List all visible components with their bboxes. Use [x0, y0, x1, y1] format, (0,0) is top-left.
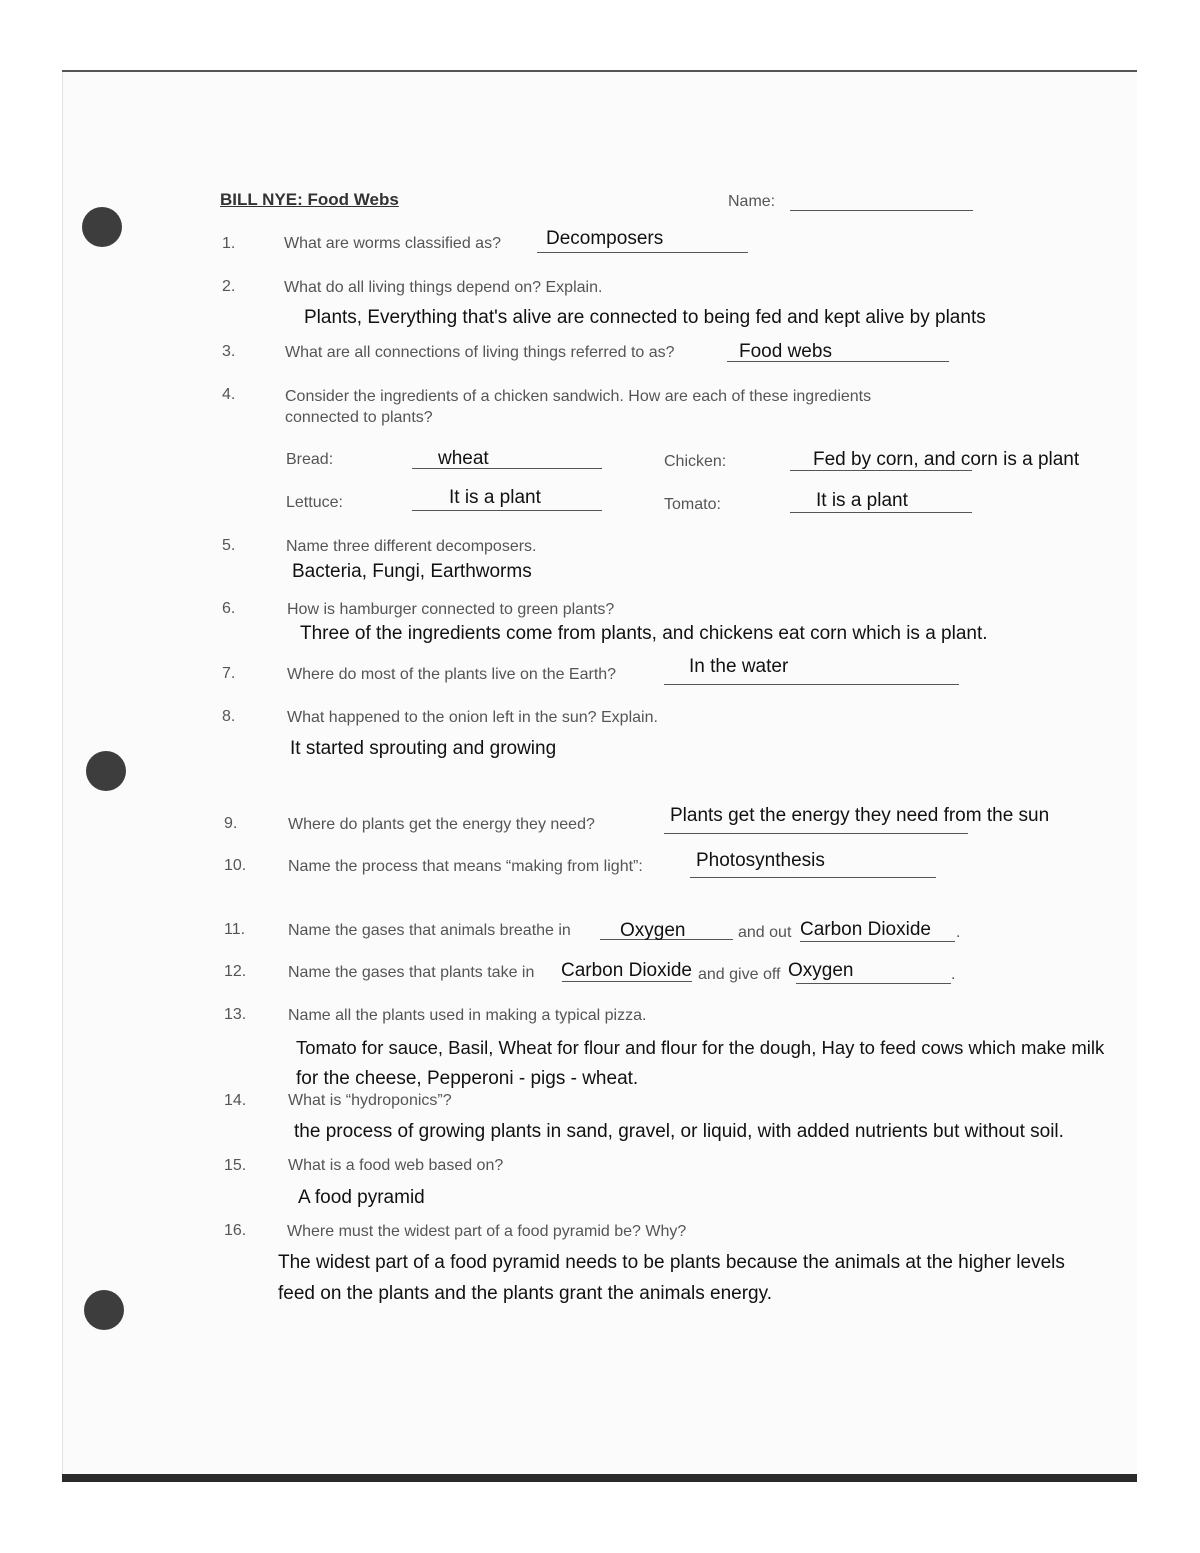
answer-text: In the water — [689, 656, 789, 677]
answer-text: Oxygen — [620, 920, 686, 941]
question-number: 7. — [222, 665, 236, 682]
chicken-answer: Fed by corn, and corn is a plant — [813, 449, 1080, 470]
question-text: Where do plants get the energy they need? — [288, 816, 595, 833]
punch-hole-top — [82, 207, 122, 247]
question-number: 15. — [224, 1157, 247, 1174]
question-text: How is hamburger connected to green plants? — [287, 601, 615, 618]
answer-line — [796, 983, 951, 984]
lettuce-label: Lettuce: — [286, 494, 343, 511]
question-text: What are all connections of living things referred to as? — [285, 344, 675, 361]
question-number: 12. — [224, 963, 247, 980]
question-number: 2. — [222, 278, 236, 295]
question-number: 11. — [224, 921, 246, 938]
answer-text: Photosynthesis — [696, 850, 825, 871]
question-number: 5. — [222, 537, 236, 554]
answer-text: Decomposers — [546, 228, 664, 249]
question-text: Name three different decomposers. — [286, 538, 537, 555]
answer-text: Three of the ingredients come from plants, and chickens eat corn which is a plant. — [300, 623, 988, 644]
name-label: Name: — [728, 193, 776, 210]
question-text: What happened to the onion left in the sun? Explain. — [287, 709, 658, 726]
answer-text-continued: feed on the plants and the plants grant the animals energy. — [278, 1283, 772, 1304]
question-number: 1. — [222, 235, 236, 252]
question-text: and give off — [698, 966, 781, 983]
question-number: 14. — [224, 1092, 247, 1109]
question-text: What is “hydroponics”? — [288, 1092, 452, 1109]
answer-text: Oxygen — [788, 960, 854, 981]
chicken-label: Chicken: — [664, 453, 727, 470]
answer-text: Carbon Dioxide — [561, 960, 692, 981]
bottom-edge-line — [62, 1474, 1137, 1482]
question-text: Name the gases that plants take in — [288, 964, 535, 981]
answer-line — [664, 833, 968, 834]
answer-text: Food webs — [739, 341, 832, 362]
question-number: 3. — [222, 343, 236, 360]
top-edge-line — [62, 70, 1137, 72]
answer-line — [537, 252, 748, 253]
question-number: 13. — [224, 1006, 247, 1023]
question-text: Name the gases that animals breathe in — [288, 922, 571, 939]
question-number: 4. — [222, 386, 236, 403]
answer-text: Carbon Dioxide — [800, 919, 931, 940]
question-text: What is a food web based on? — [288, 1157, 504, 1174]
answer-text: Plants, Everything that's alive are connected to being fed and kept alive by plants — [304, 307, 986, 328]
answer-line — [800, 941, 955, 942]
punch-hole-middle — [86, 751, 126, 791]
question-text: Name the process that means “making from light”: — [288, 858, 643, 875]
name-field-line[interactable] — [790, 210, 973, 211]
question-text: What do all living things depend on? Explain. — [284, 279, 603, 296]
question-number: 6. — [222, 600, 236, 617]
question-text: Consider the ingredients of a chicken sandwich. How are each of these ingredients — [285, 388, 872, 405]
answer-line — [690, 877, 936, 878]
question-text: Where must the widest part of a food pyramid be? Why? — [287, 1223, 687, 1240]
question-number: 10. — [224, 857, 247, 874]
sentence-end: . — [951, 966, 956, 983]
worksheet-title: BILL NYE: Food Webs — [220, 190, 399, 209]
answer-text: It started sprouting and growing — [290, 738, 557, 759]
question-text: and out — [738, 924, 792, 941]
tomato-label: Tomato: — [664, 496, 721, 513]
question-number: 16. — [224, 1222, 247, 1239]
question-text-continued: connected to plants? — [285, 409, 433, 426]
lettuce-answer: It is a plant — [449, 487, 541, 508]
answer-text: Plants get the energy they need from the sun — [670, 805, 1050, 826]
answer-text: A food pyramid — [298, 1187, 425, 1208]
bread-label: Bread: — [286, 451, 334, 468]
punch-hole-bottom — [84, 1290, 124, 1330]
bread-answer: wheat — [438, 448, 489, 469]
answer-line — [790, 512, 972, 513]
question-text: Name all the plants used in making a typical pizza. — [288, 1007, 647, 1024]
sentence-end: . — [956, 924, 961, 941]
question-number: 8. — [222, 708, 236, 725]
question-number: 9. — [224, 815, 238, 832]
answer-text: The widest part of a food pyramid needs to be plants because the animals at the higher levels — [278, 1252, 1065, 1273]
answer-text-continued: for the cheese, Pepperoni - pigs - wheat. — [296, 1068, 639, 1089]
question-text: What are worms classified as? — [284, 235, 501, 252]
answer-text: Tomato for sauce, Basil, Wheat for flour and flour for the dough, Hay to feed cows which make milk — [296, 1037, 1105, 1058]
answer-text: the process of growing plants in sand, gravel, or liquid, with added nutrients but without soil. — [294, 1121, 1064, 1142]
answer-text: Bacteria, Fungi, Earthworms — [292, 561, 532, 582]
answer-line — [412, 510, 602, 511]
question-text: Where do most of the plants live on the Earth? — [287, 666, 617, 683]
answer-line — [664, 684, 959, 685]
tomato-answer: It is a plant — [816, 490, 908, 511]
